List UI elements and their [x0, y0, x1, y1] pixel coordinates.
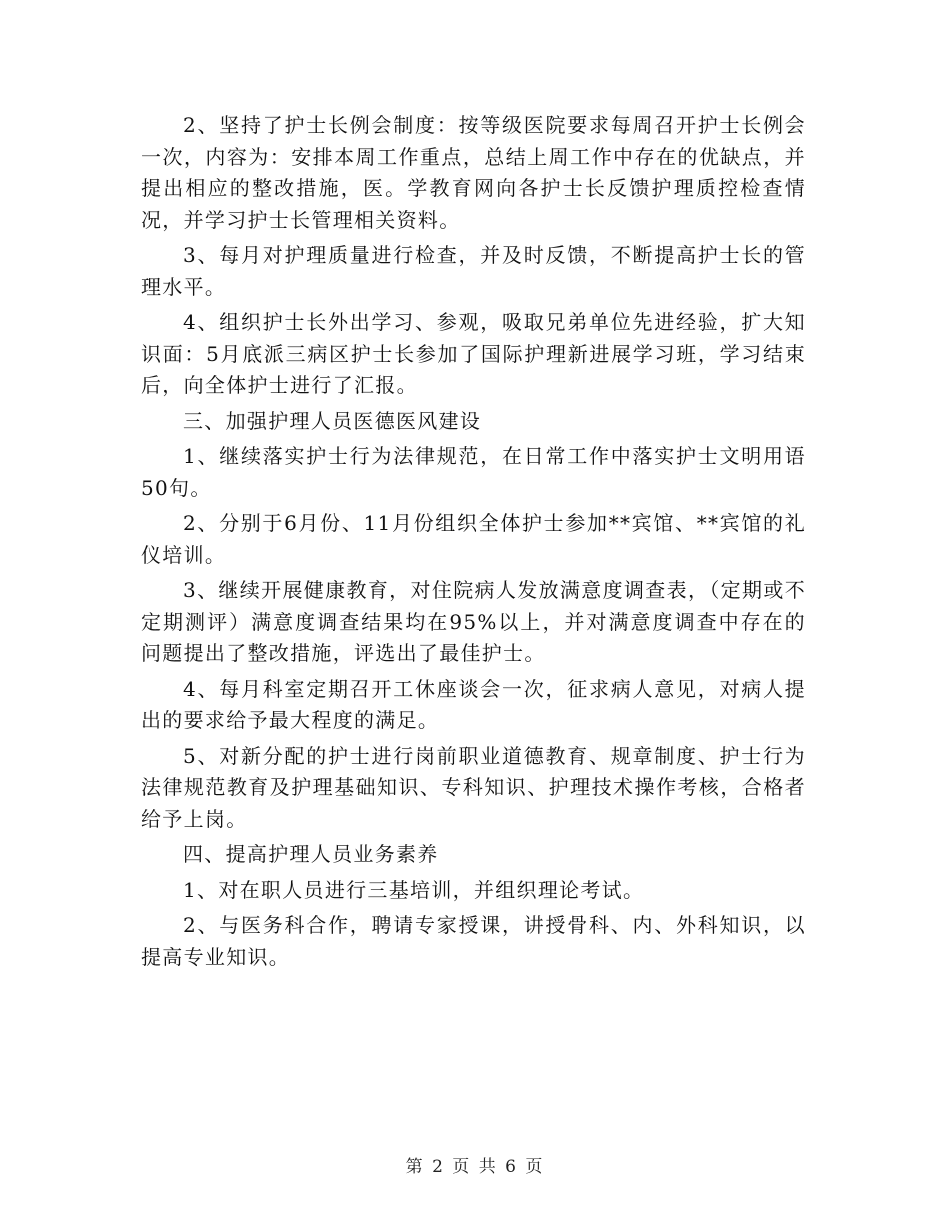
paragraph-section3-item-4: 4、每月科室定期召开工休座谈会一次，征求病人意见，对病人提出的要求给予最大程度的满足。: [141, 676, 806, 732]
paragraph-item-3: 3、每月对护理质量进行检查，并及时反馈，不断提高护士长的管理水平。: [141, 243, 806, 299]
paragraph-section3-item-2: 2、分别于6月份、11月份组织全体护士参加**宾馆、**宾馆的礼仪培训。: [141, 511, 806, 567]
paragraph-section4-item-2: 2、与医务科合作，聘请专家授课，讲授骨科、内、外科知识，以提高专业知识。: [141, 913, 806, 969]
paragraph-item-2: 2、坚持了护士长例会制度：按等级医院要求每周召开护士长例会一次，内容为：安排本周工作重点，总结上周工作中存在的优缺点，并提出相应的整改措施，医。学教育网向各护士长反馈护理质控检查情况，并学习护士长管理相关资料。: [141, 113, 806, 232]
page-number-footer: 第 2 页 共 6 页: [405, 1157, 545, 1177]
paragraph-item-4: 4、组织护士长外出学习、参观，吸取兄弟单位先进经验，扩大知识面：5月底派三病区护士长参加了国际护理新进展学习班，学习结束后，向全体护士进行了汇报。: [141, 310, 806, 397]
paragraph-section3-item-3: 3、继续开展健康教育，对住院病人发放满意度调查表，（定期或不定期测评）满意度调查结果均在95%以上，并对满意度调查中存在的问题提出了整改措施，评选出了最佳护士。: [141, 578, 806, 665]
section-heading-3: 三、加强护理人员医德医风建设: [183, 408, 482, 433]
paragraph-section3-item-1: 1、继续落实护士行为法律规范，在日常工作中落实护士文明用语50句。: [141, 444, 806, 500]
section-heading-4: 四、提高护理人员业务素养: [183, 842, 439, 866]
document-body: [141, 110, 806, 977]
paragraph-section3-item-5: 5、对新分配的护士进行岗前职业道德教育、规章制度、护士行为法律规范教育及护理基础知识、专科知识、护理技术操作考核，合格者给予上岗。: [141, 743, 806, 831]
paragraph-section4-item-1: 1、对在职人员进行三基培训，并组织理论考试。: [183, 877, 645, 902]
